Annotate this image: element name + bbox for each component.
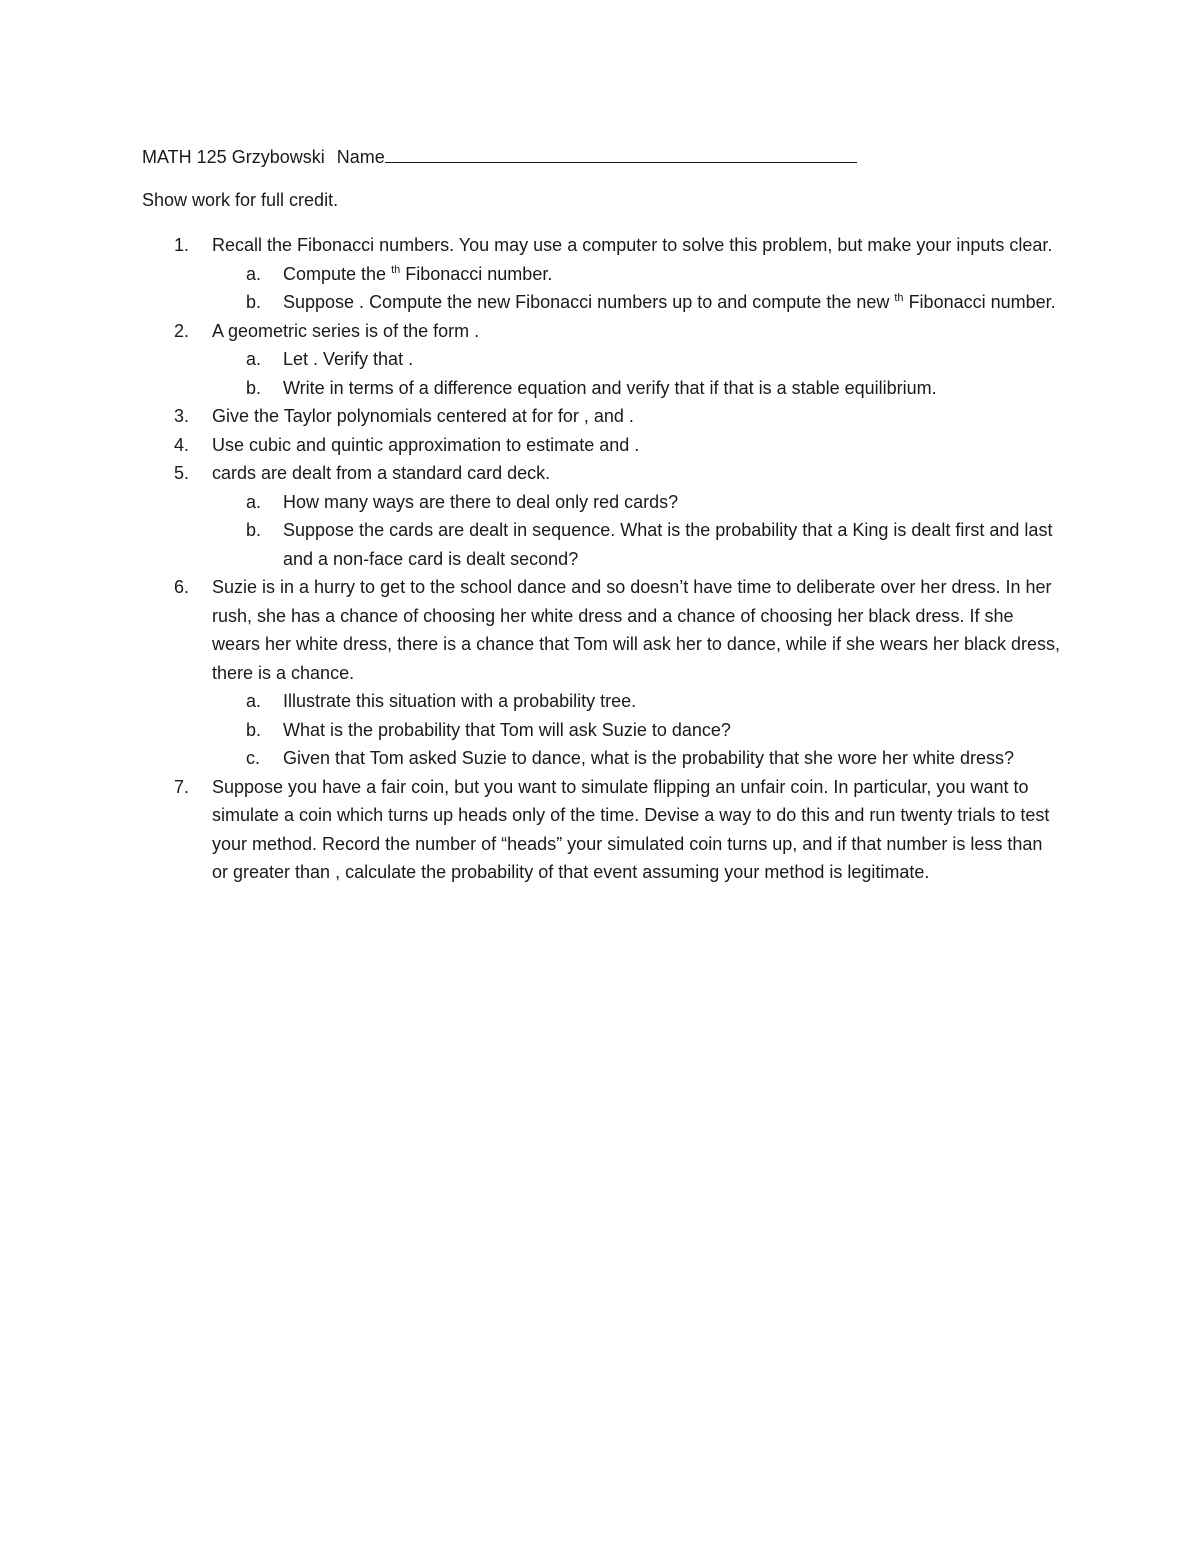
question-3 (0, 402, 1062, 431)
question-5 (0, 459, 1062, 488)
question-4 (0, 431, 1062, 460)
question-text: Suppose you have a fair coin, but you want to simulate flipping an unfair coin. In particular, you want to simulate a coin which turns up heads only of the time. Devise a way to do this and run twenty trials to test your method. Record the number of “heads” your simulated coin turns up, and if that number is less than or greater than , calculate the probability of that event assuming your method is legitimate. (212, 776, 1050, 882)
part-letter: b. (246, 520, 262, 540)
question-6 (0, 573, 1062, 687)
question-text: Use cubic and quintic approximation to estimate and . (212, 434, 640, 455)
part-letter: a. (246, 349, 262, 369)
question-2-part-a (0, 345, 1063, 374)
question-5-part-b (0, 516, 1063, 573)
question-2-part-b (0, 374, 1063, 403)
part-letter: b. (246, 377, 262, 398)
part-letter: b. (246, 292, 262, 312)
part-text: Suppose the cards are dealt in sequence. What is the probability that a King is dealt first and last and a non-face card is dealt second? (283, 520, 1053, 569)
question-number: 4. (174, 434, 190, 455)
question-list (0, 231, 1200, 887)
part-text-pre: Suppose . Compute the new Fibonacci numbers up to and compute the new (283, 292, 895, 312)
question-2 (0, 317, 1062, 346)
name-blank-line (385, 144, 857, 163)
part-text: Write in terms of a difference equation and verify that if that is a stable equilibrium. (283, 377, 937, 398)
part-letter: c. (246, 748, 261, 768)
question-number: 1. (174, 235, 190, 255)
part-text: Illustrate this situation with a probability tree. (283, 691, 637, 711)
question-text: cards are dealt from a standard card deck. (212, 463, 551, 483)
question-number: 3. (174, 406, 190, 426)
part-text: Given that Tom asked Suzie to dance, what is the probability that she wore her white dress? (283, 748, 1015, 768)
ordinal-superscript: th (391, 263, 401, 276)
question-number: 5. (174, 463, 190, 483)
part-text-post: Fibonacci number. (903, 292, 1056, 312)
name-label: Name (336, 147, 385, 167)
question-number: 6. (174, 577, 190, 597)
part-letter: a. (246, 691, 262, 711)
course-title: MATH 125 Grzybowski (142, 147, 325, 167)
question-number: 2. (174, 320, 190, 341)
part-text: What is the probability that Tom will ask Suzie to dance? (283, 719, 731, 740)
question-6-part-b (0, 716, 1063, 745)
ordinal-superscript: th (894, 292, 904, 304)
question-text: A geometric series is of the form . (212, 320, 480, 341)
header-line (142, 144, 857, 169)
question-1-part-b (0, 288, 1063, 317)
question-1-part-a (0, 260, 1063, 289)
question-5-part-a (0, 488, 1063, 517)
question-6-part-c (0, 744, 1063, 773)
question-text: Suzie is in a hurry to get to the school dance and so doesn’t have time to deliberate over her dress. In her rush, she has a chance of choosing her white dress and a chance of choosing her black dress. If she wears her white dress, there is a chance that Tom will ask her to dance, while if she wears her black dress, there is a chance. (212, 577, 1061, 683)
question-number: 7. (174, 776, 190, 797)
part-letter: a. (246, 491, 262, 512)
question-6-part-a (0, 687, 1063, 716)
question-text: Give the Taylor polynomials centered at for for , and . (212, 406, 634, 426)
part-text-post: Fibonacci number. (400, 263, 553, 284)
question-1 (0, 231, 1062, 260)
instruction-text: Show work for full credit. (142, 190, 339, 210)
part-text-pre: Compute the (283, 263, 392, 284)
part-letter: b. (246, 719, 262, 740)
part-letter: a. (246, 263, 262, 284)
part-text: Let . Verify that . (283, 349, 414, 369)
question-7 (0, 773, 1062, 887)
part-text: How many ways are there to deal only red cards? (283, 491, 679, 512)
question-text: Recall the Fibonacci numbers. You may use a computer to solve this problem, but make your inputs clear. (212, 235, 1053, 255)
